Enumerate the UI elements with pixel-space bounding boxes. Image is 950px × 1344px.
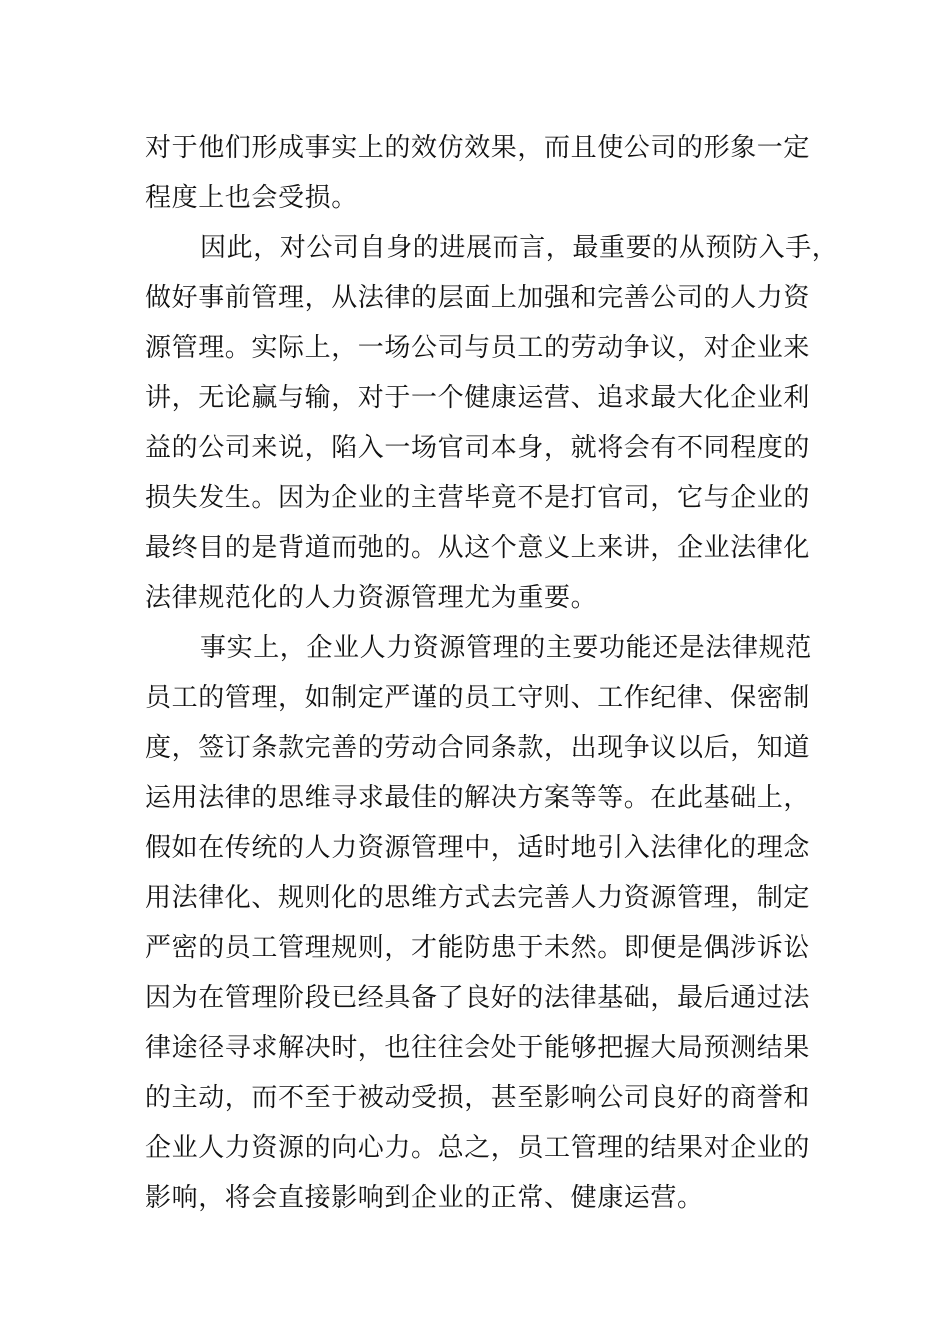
text-line: 企业人力资源的向心力。总之，员工管理的结果对企业的 bbox=[145, 1133, 811, 1163]
text-line: 法律规范化的人力资源管理尤为重要。 bbox=[145, 583, 598, 613]
text-line: 因为在管理阶段已经具备了良好的法律基础，最后通过法 bbox=[145, 983, 811, 1013]
text-line: 运用法律的思维寻求最佳的解决方案等等。在此基础上， bbox=[145, 783, 811, 813]
text-line: 最终目的是背道而弛的。从这个意义上来讲，企业法律化 bbox=[145, 533, 811, 563]
text-line: 假如在传统的人力资源管理中，适时地引入法律化的理念 bbox=[145, 833, 811, 863]
text-line: 严密的员工管理规则，才能防患于未然。即便是偶涉诉讼 bbox=[145, 933, 811, 963]
text-line: 对于他们形成事实上的效仿效果，而且使公司的形象一定 bbox=[145, 133, 811, 163]
text-line: 用法律化、规则化的思维方式去完善人力资源管理，制定 bbox=[145, 883, 811, 913]
text-line: 损失发生。因为企业的主营毕竟不是打官司，它与企业的 bbox=[145, 483, 811, 513]
text-line: 做好事前管理，从法律的层面上加强和完善公司的人力资 bbox=[145, 283, 811, 313]
text-line: 影响，将会直接影响到企业的正常、健康运营。 bbox=[145, 1183, 704, 1213]
paragraph-first-line: 事实上，企业人力资源管理的主要功能还是法律规范 bbox=[200, 633, 812, 663]
paragraph-first-line: 因此，对公司自身的进展而言，最重要的从预防入手， bbox=[200, 233, 839, 263]
text-line: 程度上也会受损。 bbox=[145, 183, 358, 213]
text-line: 律途径寻求解决时，也往往会处于能够把握大局预测结果 bbox=[145, 1033, 811, 1063]
text-line: 度，签订条款完善的劳动合同条款，出现争议以后，知道 bbox=[145, 733, 811, 763]
text-line: 的主动，而不至于被动受损，甚至影响公司良好的商誉和 bbox=[145, 1083, 811, 1113]
text-line: 员工的管理，如制定严谨的员工守则、工作纪律、保密制 bbox=[145, 683, 811, 713]
text-line: 讲，无论赢与输，对于一个健康运营、追求最大化企业利 bbox=[145, 383, 811, 413]
text-line: 源管理。实际上，一场公司与员工的劳动争议，对企业来 bbox=[145, 333, 811, 363]
text-line: 益的公司来说，陷入一场官司本身，就将会有不同程度的 bbox=[145, 433, 811, 463]
